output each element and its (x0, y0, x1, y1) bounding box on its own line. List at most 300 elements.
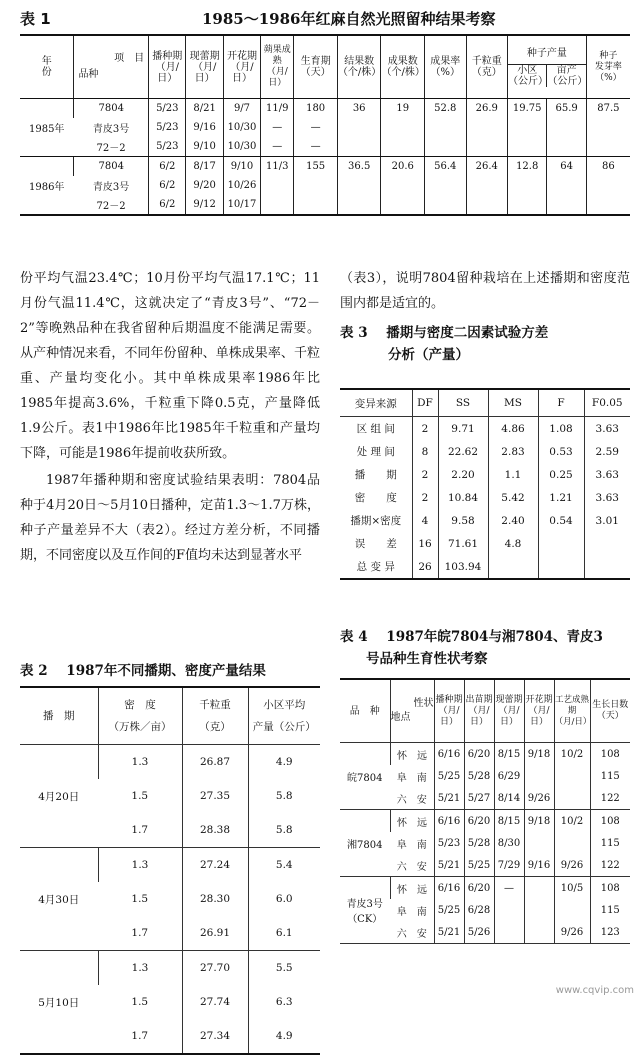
table3-row (340, 440, 630, 463)
table1-h-yield-group: 种子产量 (508, 48, 586, 65)
table2-header (20, 687, 320, 745)
table4-h-bud: 现蕾期 （月/日） (494, 679, 524, 743)
table1-cell-mu (547, 195, 586, 215)
table4-row (340, 810, 630, 833)
table2-cell: 27.35 (182, 779, 248, 813)
table3-cell: 9.71 (438, 417, 488, 441)
table1-cell-seeds (381, 118, 425, 137)
table4-cell: 5/25 (464, 854, 494, 877)
table3-row (340, 509, 630, 532)
table3-cell: 总 变 异 (356, 561, 395, 573)
table2-row (20, 848, 320, 883)
table1-h-corner-top: 项 目 (114, 53, 145, 64)
table3-cell: 播期×密度 (350, 515, 402, 527)
table3-row (340, 463, 630, 486)
table1-cell-rate (425, 176, 466, 195)
table4-cell: 6/16 (434, 810, 464, 833)
table1-label: 表 1 (20, 10, 51, 28)
table1-cell-variety: 7804 (74, 99, 149, 119)
table2-cell: 1.7 (98, 813, 182, 848)
table3-label: 表 3 (340, 325, 368, 341)
table4-cell: 怀 远 (390, 877, 434, 900)
table3-cell: 0.25 (538, 463, 584, 486)
table4-cell (554, 832, 590, 854)
table1-cell-growth: — (294, 137, 338, 157)
table1-row (20, 99, 630, 119)
table1-row (20, 195, 630, 215)
table2-title (20, 660, 320, 682)
table3-cell: 26 (412, 555, 438, 579)
table2-cell: 5.5 (248, 951, 320, 986)
table4-cell: 9/18 (524, 743, 554, 766)
table2-cell-sow: 4月20日 (20, 745, 98, 848)
table4-cell-variety: 青皮3号 （CK） (340, 877, 390, 944)
table4-cell: 6/20 (464, 743, 494, 766)
table3-caption-l2: 分析（产量） (388, 347, 469, 363)
table1-h-yield (508, 35, 587, 99)
table2-row (20, 745, 320, 780)
table1-cell-flower: 9/7 (223, 99, 260, 119)
table1-cell-fruits (337, 195, 381, 215)
table4-cell: 115 (590, 832, 630, 854)
table1-cell-growth: 180 (294, 99, 338, 119)
table3-cell: 71.61 (438, 532, 488, 555)
left-paragraph-2: 1987年播种期和密度试验结果表明：7804品种于4月20日～5月10日播种，定苗1.3～1.7万株，种子产量差异不大（表2）。经过方差分析，不同播期，不同密度以及互作间的F值均未达到显著水平 (20, 473, 320, 563)
table1-cell-ripe: 11/3 (261, 157, 294, 177)
table1-cell-growth (294, 195, 338, 215)
table3-cell: 9.58 (438, 509, 488, 532)
table1-cell-flower: 9/10 (223, 157, 260, 177)
table1-cell-mu (547, 118, 586, 137)
table3-cell: 4.86 (488, 417, 538, 441)
table3-cell: 2 (412, 417, 438, 441)
table2-cell: 1.3 (98, 745, 182, 780)
table3-cell (488, 555, 538, 579)
table3-cell: 4.8 (488, 532, 538, 555)
table1-cell-seeds (381, 195, 425, 215)
table1-cell-kgw (466, 118, 507, 137)
table4-cell: 5/25 (434, 899, 464, 921)
table4-cell: 123 (590, 921, 630, 944)
table3-cell: 5.42 (488, 486, 538, 509)
table1-cell-bud: 8/21 (186, 99, 223, 119)
table4-h-corner-place: 地点 (390, 712, 411, 723)
table4-cell (494, 921, 524, 944)
table4-cell: 122 (590, 854, 630, 877)
table4-cell: 5/28 (464, 765, 494, 787)
table3-caption-l1: 播期与密度二因素试验方差 (386, 325, 549, 341)
table1-cell-growth: 155 (294, 157, 338, 177)
table3-header-cell: MS (488, 389, 538, 417)
table1-cell-seeds (381, 137, 425, 157)
table3-cell: 2.83 (488, 440, 538, 463)
right-paragraph-1: （表3），说明7804留种栽培在上述播期和密度范围内都是适宜的。 (340, 271, 630, 311)
table4-cell: 6/16 (434, 743, 464, 766)
table4-cell (494, 899, 524, 921)
table4-caption-l2: 号品种生育性状考察 (366, 651, 488, 667)
table2-row (20, 951, 320, 986)
table1-h-kgw: 千粒重 （克） (466, 35, 507, 99)
table4-cell: 115 (590, 899, 630, 921)
table4-h-corner-trait: 性状 (413, 698, 434, 709)
table4-h-ripe: 工艺成熟期 （月/日） (554, 679, 590, 743)
table1-cell-kgw (466, 195, 507, 215)
table1-cell-sow: 6/2 (149, 195, 186, 215)
table3-cell (584, 532, 630, 555)
table1-cell-sow: 5/23 (149, 118, 186, 137)
table4-cell-variety: 皖7804 (340, 743, 390, 810)
table1 (20, 34, 630, 216)
table1-cell-seeds (381, 176, 425, 195)
table2-h-sow: 播 期 (20, 687, 98, 745)
table4-cell: 115 (590, 765, 630, 787)
table1-h-yield-plot: 小区 （公斤） (508, 64, 548, 87)
table1-cell-bud: 9/12 (186, 195, 223, 215)
table4-h-flower: 开花期 （月/日） (524, 679, 554, 743)
table1-h-seeds: 成果数 （个/株） (381, 35, 425, 99)
table2-cell: 6.1 (248, 916, 320, 951)
table1-cell-germ: 86 (586, 157, 630, 177)
table1-cell-plot (508, 195, 547, 215)
table1-cell-year: 1985年 (20, 99, 74, 157)
table1-cell-plot (508, 137, 547, 157)
table2-cell: 5.8 (248, 779, 320, 813)
table1-cell-plot: 12.8 (508, 157, 547, 177)
table1-cell-variety: 72－2 (96, 201, 126, 212)
table3-cell: 0.54 (538, 509, 584, 532)
table4-cell (554, 765, 590, 787)
table1-cell-germ (586, 118, 630, 137)
table4-cell: 6/28 (464, 899, 494, 921)
table1-cell-fruits: 36 (337, 99, 381, 119)
table1-cell-germ (586, 137, 630, 157)
table2-cell: 26.91 (182, 916, 248, 951)
table1-cell-seeds: 19 (381, 99, 425, 119)
table3-cell: 1.1 (488, 463, 538, 486)
table2-cell: 5.4 (248, 848, 320, 883)
table1-cell-fruits: 36.5 (337, 157, 381, 177)
table2-cell: 1.7 (98, 916, 182, 951)
table1-cell-sow: 5/23 (149, 99, 186, 119)
table2-cell: 1.7 (98, 1019, 182, 1054)
table4-h-growth: 生长日数 （天） (590, 679, 630, 743)
table1-cell-bud: 8/17 (186, 157, 223, 177)
table1-cell-sow: 6/2 (149, 176, 186, 195)
table2-cell: 1.3 (98, 848, 182, 883)
table4-cell: 9/26 (524, 787, 554, 810)
table3-cell: 2.40 (488, 509, 538, 532)
table1-cell-flower: 10/30 (223, 118, 260, 137)
table3-cell: 1.21 (538, 486, 584, 509)
table4-cell: 9/26 (554, 854, 590, 877)
table4-cell: 怀 远 (390, 743, 434, 766)
table2-cell: 6.0 (248, 882, 320, 916)
table4-cell: — (494, 877, 524, 900)
table1-cell-mu: 64 (547, 157, 586, 177)
table4-row (340, 877, 630, 900)
table4-cell: 122 (590, 787, 630, 810)
table1-cell-ripe: — (261, 137, 294, 157)
table4-cell (524, 921, 554, 944)
table4-cell: 六 安 (390, 854, 434, 877)
table1-h-sow: 播种期 （月/日） (149, 35, 186, 99)
table3-cell: 区 组 间 (356, 423, 395, 435)
table3-cell: 2 (412, 463, 438, 486)
table4-cell: 6/16 (434, 877, 464, 900)
table3-header (340, 389, 630, 417)
table4-row (340, 743, 630, 766)
table1-cell-ripe (261, 176, 294, 195)
table3-cell: 密 度 (354, 492, 397, 504)
table3-cell: 0.53 (538, 440, 584, 463)
table4-cell-variety: 湘7804 (340, 810, 390, 877)
table3-row (340, 486, 630, 509)
table1-cell-bud: 9/16 (186, 118, 223, 137)
table1-cell-bud: 9/10 (186, 137, 223, 157)
table4-cell: 5/25 (434, 765, 464, 787)
table4-cell: 108 (590, 877, 630, 900)
table3-cell: 3.01 (584, 509, 630, 532)
table4-cell: 10/5 (554, 877, 590, 900)
table3-cell (584, 555, 630, 579)
table1-cell-variety: 72－2 (74, 137, 149, 157)
table1-cell-rate (425, 118, 466, 137)
table3-header-cell: DF (412, 389, 438, 417)
table3-cell: 处 理 间 (356, 446, 395, 458)
table2-label: 表 2 (20, 663, 48, 679)
table4-title (340, 626, 630, 670)
table4-cell: 阜 南 (396, 839, 427, 851)
table1-caption: 1985～1986年红麻自然光照留种结果考察 (202, 10, 496, 28)
table2-cell: 27.24 (182, 848, 248, 883)
table2-cell: 28.38 (182, 813, 248, 848)
table3-row (340, 532, 630, 555)
table4-h-emerge: 出苗期 （月/日） (464, 679, 494, 743)
table4-cell: 7/29 (494, 854, 524, 877)
table4-header (340, 679, 630, 743)
table4-cell: 六 安 (390, 787, 434, 810)
table2-caption: 1987年不同播期、密度产量结果 (66, 663, 266, 679)
table3-cell (538, 555, 584, 579)
table1-cell-sow: 5/23 (149, 137, 186, 157)
table1-cell-germ: 87.5 (586, 99, 630, 119)
table1-cell-plot (508, 176, 547, 195)
table1-cell-rate (425, 137, 466, 157)
table3-cell: 3.63 (584, 486, 630, 509)
table4-cell (554, 899, 590, 921)
table1-row (20, 176, 630, 195)
table1-cell-year: 1986年 (28, 182, 65, 193)
left-paragraph-1: 份平均气温23.4℃；10月份平均气温17.1℃；11月份气温11.4℃，这就决定了“青皮3号”、“72－2”等晚熟品种在我省留种后期温度不能满足需要。从产种情况来看，不同年份留种、单株成果率、千粒重、产量均变化小。其中单株成果率1986年比1985年提高3.6%，千粒重下降0.5克，产量降低1.9公斤。表1中1986年比1985年千粒重和产量均下降，可能是1986年提前收获所致。 (20, 271, 320, 461)
table4-cell: 6/20 (464, 877, 494, 900)
table1-cell-fruits (337, 118, 381, 137)
table4-cell (554, 787, 590, 810)
table4-cell: 6/29 (494, 765, 524, 787)
table2-h-kgw: 千粒重 （克） (182, 687, 248, 745)
table3-cell: 2.20 (438, 463, 488, 486)
table1-cell-ripe (261, 195, 294, 215)
table4-caption-l1: 1987年皖7804与湘7804、青皮3 (386, 629, 603, 645)
table3-cell: 4 (412, 509, 438, 532)
table4-cell: 怀 远 (390, 810, 434, 833)
table3-cell: 误 差 (354, 538, 397, 550)
table1-h-bud: 现蕾期 （月/日） (186, 35, 223, 99)
table1-cell-fruits (337, 137, 381, 157)
table1-row (20, 118, 630, 137)
table1-cell-sow: 6/2 (149, 157, 186, 177)
table3 (340, 388, 630, 580)
table1-h-yield-mu: 亩产 （公斤） (547, 64, 588, 87)
table3-cell (538, 532, 584, 555)
table4-cell (524, 832, 554, 854)
table4-cell: 10/2 (554, 810, 590, 833)
table1-cell-growth (294, 176, 338, 195)
table1-h-fruits: 结果数 （个/株） (337, 35, 381, 99)
table4-cell: 5/26 (464, 921, 494, 944)
table2-h-density: 密 度 （万株／亩） (98, 687, 182, 745)
table1-header (20, 35, 630, 99)
table3-cell: 2 (412, 486, 438, 509)
table1-cell-bud: 9/20 (186, 176, 223, 195)
watermark: www.cqvip.com (555, 985, 634, 996)
table4-cell (524, 877, 554, 900)
table2-cell: 5.8 (248, 813, 320, 848)
table1-h-germ: 种子 发芽率 （%） (586, 35, 630, 99)
table4-cell: 5/21 (434, 854, 464, 877)
table1-row (20, 157, 630, 177)
table4-cell: 108 (590, 810, 630, 833)
table1-cell-ripe: — (261, 118, 294, 137)
table1-cell-variety: 青皮3号 (92, 182, 130, 193)
table4-cell (524, 765, 554, 787)
table2-cell-sow: 5月10日 (20, 951, 98, 1055)
table4-cell: 8/30 (494, 832, 524, 854)
table4-cell: 8/14 (494, 787, 524, 810)
table2-cell: 1.5 (131, 790, 149, 802)
table1-cell-germ (586, 195, 630, 215)
table1-h-growth: 生育期 （天） (294, 35, 338, 99)
table3-cell: 3.63 (584, 463, 630, 486)
table3-cell: 3.63 (584, 417, 630, 441)
table3-cell: 播 期 (354, 469, 397, 481)
table2-cell: 27.74 (182, 985, 248, 1019)
table4-label: 表 4 (340, 629, 368, 645)
table2-h-plot: 小区平均 产量（公斤） (248, 687, 320, 745)
table1-cell-fruits (337, 176, 381, 195)
table4-cell: 阜 南 (396, 906, 427, 918)
table2-cell: 1.3 (98, 951, 182, 986)
table1-cell-mu (547, 137, 586, 157)
table1-cell-flower: 10/26 (223, 176, 260, 195)
table4-cell: 5/21 (434, 787, 464, 810)
table2-cell: 27.34 (182, 1019, 248, 1054)
left-text (20, 266, 320, 568)
table3-cell: 16 (412, 532, 438, 555)
table4-h-corner (390, 679, 434, 743)
table3-cell: 1.08 (538, 417, 584, 441)
table1-cell-growth: — (294, 118, 338, 137)
table1-row (20, 137, 630, 157)
table1-h-corner-variety: 品种 (78, 69, 99, 80)
table3-cell: 22.62 (438, 440, 488, 463)
table1-h-year: 年 份 (20, 35, 74, 99)
table1-title (20, 8, 630, 29)
table4-cell: 5/21 (434, 921, 464, 944)
table1-cell-rate (425, 195, 466, 215)
table3-title (340, 322, 630, 366)
table3-cell: 2.59 (584, 440, 630, 463)
table3-cell: 10.84 (438, 486, 488, 509)
table3-header-cell: F0.05 (584, 389, 630, 417)
table4-cell (524, 899, 554, 921)
table1-cell-rate: 52.8 (425, 99, 466, 119)
table1-cell-kgw (466, 137, 507, 157)
table1-cell-kgw: 26.4 (466, 157, 507, 177)
table1-cell-mu: 65.9 (547, 99, 586, 119)
table4-cell: 9/18 (524, 810, 554, 833)
table2-cell: 26.87 (182, 745, 248, 780)
table2-cell: 4.9 (248, 1019, 320, 1054)
table3-row (340, 555, 630, 579)
table4-cell: 6/20 (464, 810, 494, 833)
table4-cell: 5/23 (434, 832, 464, 854)
table4-cell: 9/26 (554, 921, 590, 944)
table2-cell: 1.5 (131, 996, 149, 1008)
table2-cell: 6.3 (248, 985, 320, 1019)
table1-h-flower: 开花期 （月/日） (223, 35, 260, 99)
table1-cell-rate: 56.4 (425, 157, 466, 177)
table2-cell-sow: 4月30日 (20, 848, 98, 951)
table3-row (340, 417, 630, 441)
table3-cell: 8 (412, 440, 438, 463)
table1-cell-variety: 7804 (74, 157, 149, 177)
table1-cell-variety: 青皮3号 (92, 124, 130, 135)
table1-cell-plot (508, 118, 547, 137)
table4-cell: 8/15 (494, 810, 524, 833)
table4 (340, 678, 630, 944)
table4-cell: 10/2 (554, 743, 590, 766)
table1-cell-flower: 10/30 (223, 137, 260, 157)
table4-cell: 8/15 (494, 743, 524, 766)
table4-cell: 108 (590, 743, 630, 766)
table3-header-cell: F (538, 389, 584, 417)
table4-h-sow: 播种期 （月/日） (434, 679, 464, 743)
table3-header-cell: 变异来源 (340, 389, 412, 417)
table2-cell: 4.9 (248, 745, 320, 780)
table4-cell: 5/27 (464, 787, 494, 810)
table1-cell-kgw (466, 176, 507, 195)
table1-cell-plot: 19.75 (508, 99, 547, 119)
table2-cell: 1.5 (131, 893, 149, 905)
table1-cell-germ (586, 176, 630, 195)
table2-cell: 28.30 (182, 882, 248, 916)
table1-h-corner (74, 35, 149, 99)
table4-cell: 5/28 (464, 832, 494, 854)
table1-cell-kgw: 26.9 (466, 99, 507, 119)
table1-cell-mu (547, 176, 586, 195)
table1-cell-ripe: 11/9 (261, 99, 294, 119)
table1-h-rate: 成果率 （%） (425, 35, 466, 99)
table1-cell-seeds: 20.6 (381, 157, 425, 177)
table1-h-ripe: 蒴果成熟 （月/日） (261, 35, 294, 99)
table4-h-variety: 品 种 (340, 679, 390, 743)
table4-cell: 六 安 (390, 921, 434, 944)
table4-cell: 9/16 (524, 854, 554, 877)
table1-cell-flower: 10/17 (223, 195, 260, 215)
table4-cell: 阜 南 (396, 772, 427, 784)
table3-header-cell: SS (438, 389, 488, 417)
table3-cell: 103.94 (438, 555, 488, 579)
